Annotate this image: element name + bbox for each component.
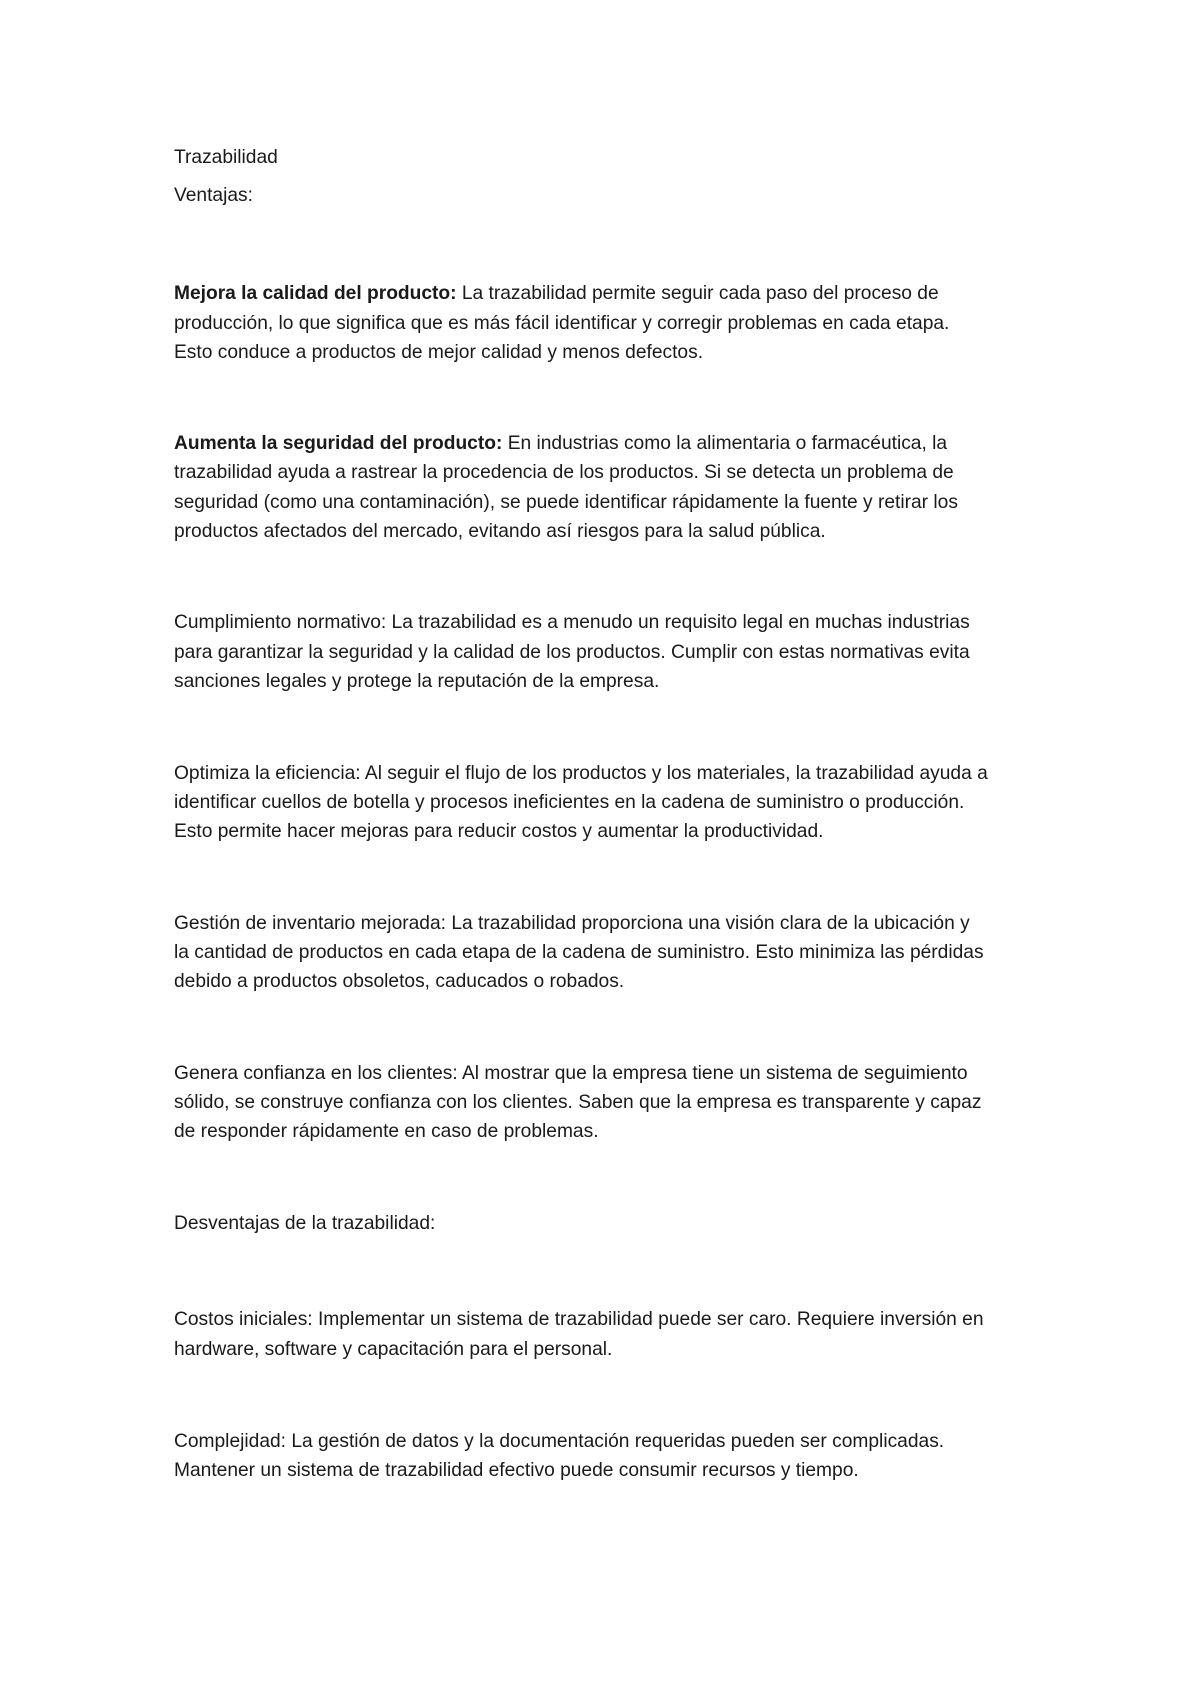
disadvantage-text-line: Mantener un sistema de trazabilidad efectivo puede consumir recursos y tiempo. (174, 1460, 859, 1481)
advantage-label: Aumenta la seguridad del producto: (174, 433, 503, 454)
advantage-first-line (174, 909, 970, 939)
advantage-text-line: trazabilidad ayuda a rastrear la procedencia de los productos. Si se detecta un problema de (174, 462, 954, 483)
advantage-text: Al mostrar que la empresa tiene un sistema de seguimiento (457, 1063, 968, 1084)
advantage-label: Genera confianza en los clientes: (174, 1063, 458, 1084)
disadvantage-text: Implementar un sistema de trazabilidad puede ser caro. Requiere inversión en (312, 1309, 984, 1330)
advantage-label: Optimiza la eficiencia: (174, 763, 361, 784)
disadvantage-label: Complejidad: (174, 1431, 286, 1452)
advantage-text-line: debido a productos obsoletos, caducados o robados. (174, 971, 625, 992)
advantage-text-line: de responder rápidamente en caso de problemas. (174, 1121, 599, 1142)
advantage-text: La trazabilidad proporciona una visión clara de la ubicación y (445, 913, 970, 934)
advantage-text-line: para garantizar la seguridad y la calidad de los productos. Cumplir con estas normativas evita (174, 642, 970, 663)
advantage-text-line: producción, lo que significa que es más fácil identificar y corregir problemas en cada etapa. (174, 313, 950, 334)
advantage-text-line: sólido, se construye confianza con los clientes. Saben que la empresa es transparente y capaz (174, 1092, 982, 1113)
advantage-text: La trazabilidad es a menudo un requisito legal en muchas industrias (386, 612, 970, 633)
disadvantage-first-line (174, 1305, 984, 1335)
advantage-first-line (174, 429, 947, 459)
advantage-label: Gestión de inventario mejorada: (174, 913, 446, 934)
advantage-text-line: seguridad (como una contaminación), se puede identificar rápidamente la fuente y retirar los (174, 492, 958, 513)
advantage-text: La trazabilidad permite seguir cada paso del proceso de (456, 283, 939, 304)
advantage-label: Mejora la calidad del producto: (174, 283, 457, 304)
advantage-text-line: productos afectados del mercado, evitando así riesgos para la salud pública. (174, 521, 826, 542)
advantage-text: Al seguir el flujo de los productos y los materiales, la trazabilidad ayuda a (360, 763, 988, 784)
advantage-text: En industrias como la alimentaria o farmacéutica, la (502, 433, 948, 454)
advantage-text-line: sanciones legales y protege la reputación de la empresa. (174, 671, 660, 692)
disadvantage-text-line: hardware, software y capacitación para el personal. (174, 1339, 613, 1360)
advantage-first-line (174, 1059, 968, 1089)
document-title: Trazabilidad (174, 147, 278, 168)
disadvantage-label: Costos iniciales: (174, 1309, 313, 1330)
disadvantages-heading: Desventajas de la trazabilidad: (174, 1213, 436, 1234)
advantage-text-line: identificar cuellos de botella y procesos ineficientes en la cadena de suministro o producción. (174, 792, 965, 813)
advantage-text-line: Esto conduce a productos de mejor calidad y menos defectos. (174, 342, 704, 363)
advantage-first-line (174, 279, 939, 309)
disadvantage-first-line (174, 1427, 944, 1457)
advantage-label: Cumplimiento normativo: (174, 612, 387, 633)
advantage-text-line: Esto permite hacer mejoras para reducir costos y aumentar la productividad. (174, 821, 824, 842)
advantage-first-line (174, 608, 970, 638)
advantages-heading: Ventajas: (174, 185, 253, 206)
disadvantage-text: La gestión de datos y la documentación requeridas pueden ser complicadas. (286, 1431, 945, 1452)
advantage-first-line (174, 759, 988, 789)
advantage-text-line: la cantidad de productos en cada etapa de la cadena de suministro. Esto minimiza las pérdidas (174, 942, 984, 963)
